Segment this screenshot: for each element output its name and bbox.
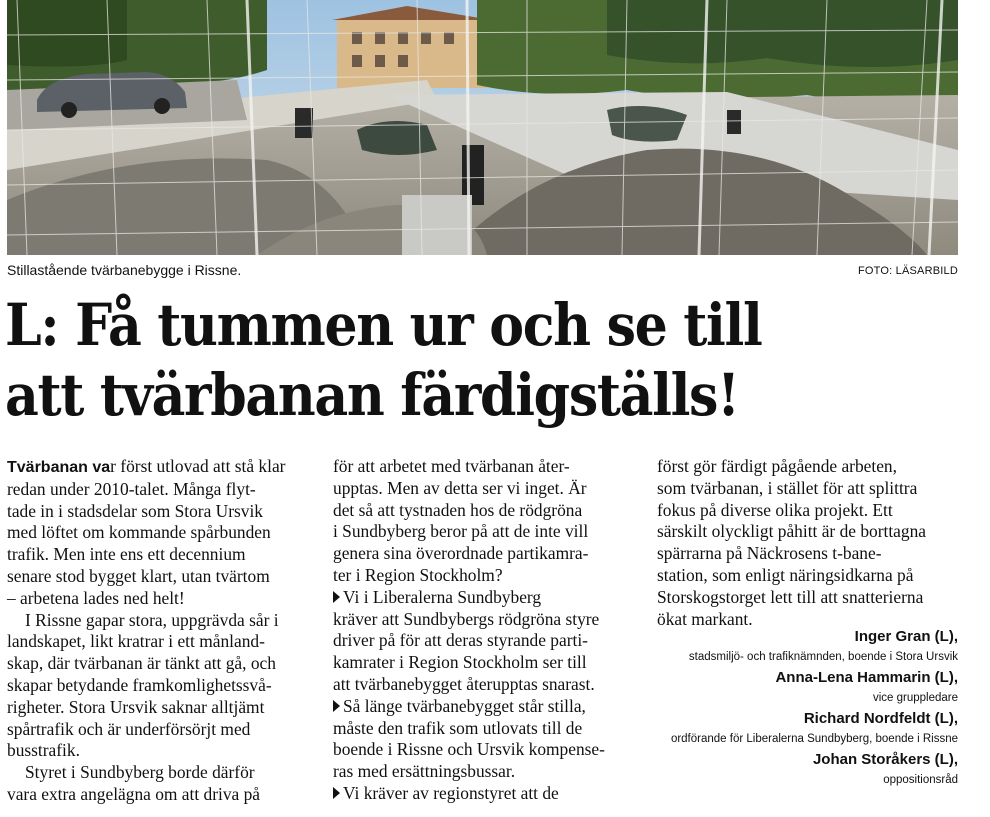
paragraph bbox=[7, 762, 312, 806]
headline-line-2: att tvärbanan färdigställs! bbox=[5, 361, 739, 429]
text-line: Storskogstorget lett till att snatterierna bbox=[657, 586, 924, 607]
bullet-triangle-icon bbox=[333, 591, 340, 603]
text-line: I Rissne gapar stora, uppgrävda sår i bbox=[25, 609, 279, 630]
paragraph bbox=[657, 456, 962, 630]
photo-credit: FOTO: LÄSARBILD bbox=[858, 265, 958, 277]
text-line: spärrarna på Näckrosens t-bane- bbox=[657, 543, 882, 564]
text-line: skapar betydande framkomlighetssvå- bbox=[7, 674, 272, 695]
text-line: med löftet om kommande spårbunden bbox=[7, 522, 271, 543]
construction-site-photo bbox=[7, 0, 958, 255]
body-column-3 bbox=[657, 456, 962, 630]
signer-name: Inger Gran (L), bbox=[854, 628, 958, 645]
text-line: landskapet, likt kratrar i ett månland- bbox=[7, 631, 265, 652]
text-line: driver på för att deras styrande parti- bbox=[333, 630, 588, 651]
text-line: kräver att Sundbybergs rödgröna styre bbox=[333, 608, 600, 629]
text-line: busstrafik. bbox=[7, 740, 80, 761]
signer-role: ordförande för Liberalerna Sundbyberg, boende i Rissne bbox=[670, 733, 958, 745]
headline-line-1: L: Få tummen ur och se till bbox=[5, 291, 762, 359]
signer-name: Johan Storåkers (L), bbox=[812, 751, 958, 768]
text-line: fokus på diverse olika projekt. Ett bbox=[657, 499, 893, 520]
body-column-1 bbox=[7, 456, 312, 806]
text-line: i Sundbyberg beror på att de inte vill bbox=[333, 521, 589, 542]
text-line: ras med ersättningsbussar. bbox=[333, 761, 516, 782]
signer-role: oppositionsråd bbox=[883, 774, 958, 786]
lead-in: Tvärbanan va bbox=[7, 459, 111, 476]
text-line: skap, där tvärbanan är tänkt att gå, och bbox=[7, 653, 276, 674]
text-line: kamrater i Region Stockholm ser till bbox=[333, 652, 587, 673]
text-line: r först utlovad att stå klar bbox=[110, 456, 286, 476]
text-line: Styret i Sundbyberg borde därför bbox=[25, 762, 255, 783]
text-line: tade in i stadsdelar som Stora Ursvik bbox=[7, 500, 263, 521]
text-line: det så att tystnaden hos de rödgröna bbox=[333, 499, 583, 520]
text-line: righeter. Stora Ursvik saknar alltjämt bbox=[7, 696, 265, 717]
paragraph bbox=[333, 587, 638, 696]
text-line: som tvärbanan, i stället för att splittra bbox=[657, 477, 918, 498]
text-line: Vi kräver av regionstyret att de bbox=[343, 782, 559, 803]
text-line: måste den trafik som utlovats till de bbox=[333, 717, 583, 738]
text-line: ter i Region Stockholm? bbox=[333, 564, 503, 585]
text-line: Vi i Liberalerna Sundbyberg bbox=[343, 586, 542, 607]
text-line: redan under 2010-talet. Många flyt- bbox=[7, 478, 256, 499]
paragraph bbox=[333, 696, 638, 783]
photo-caption: Stillastående tvärbanebygge i Rissne. bbox=[7, 262, 242, 278]
paragraph bbox=[333, 783, 638, 805]
text-line: upptas. Men av detta ser vi inget. Är bbox=[333, 477, 587, 498]
text-line: genera sina överordnade partikamra- bbox=[333, 543, 589, 564]
text-line: först gör färdigt pågående arbeten, bbox=[657, 456, 897, 476]
text-line: Så länge tvärbanebygget står stilla, bbox=[343, 695, 586, 716]
bullet-triangle-icon bbox=[333, 700, 340, 712]
body-column-2 bbox=[333, 456, 638, 805]
bullet-triangle-icon bbox=[333, 787, 340, 799]
signature-block bbox=[638, 626, 958, 790]
signer-name: Richard Nordfeldt (L), bbox=[803, 710, 958, 727]
text-line: vara extra angelägna om att driva på bbox=[7, 783, 261, 804]
signer-role: stadsmiljö- och trafiknämnden, boende i Stora Ursvik bbox=[688, 651, 958, 663]
text-line: trafik. Men inte ens ett decennium bbox=[7, 544, 246, 565]
text-line: att tvärbanebygget återupptas snarast. bbox=[333, 673, 595, 694]
text-line: särskilt olyckligt påhitt är de borttagna bbox=[657, 521, 927, 542]
signer-role: vice gruppledare bbox=[872, 692, 958, 704]
text-line: ökat markant. bbox=[657, 608, 753, 629]
text-line: senare stod bygget klart, utan tvärtom bbox=[7, 565, 270, 586]
signer-name: Anna-Lena Hammarin (L), bbox=[775, 669, 958, 686]
text-line: boende i Rissne och Ursvik kompense- bbox=[333, 739, 605, 760]
paragraph bbox=[7, 456, 312, 610]
text-line: spårtrafik och är underförsörjt med bbox=[7, 718, 251, 739]
text-line: station, som enligt näringsidkarna på bbox=[657, 564, 914, 585]
paragraph bbox=[333, 456, 638, 587]
article-headline bbox=[5, 290, 869, 430]
text-line: – arbetena lades ned helt! bbox=[7, 587, 185, 608]
text-line: för att arbetet med tvärbanan åter- bbox=[333, 456, 570, 476]
article-photo bbox=[7, 0, 958, 255]
paragraph bbox=[7, 610, 312, 763]
